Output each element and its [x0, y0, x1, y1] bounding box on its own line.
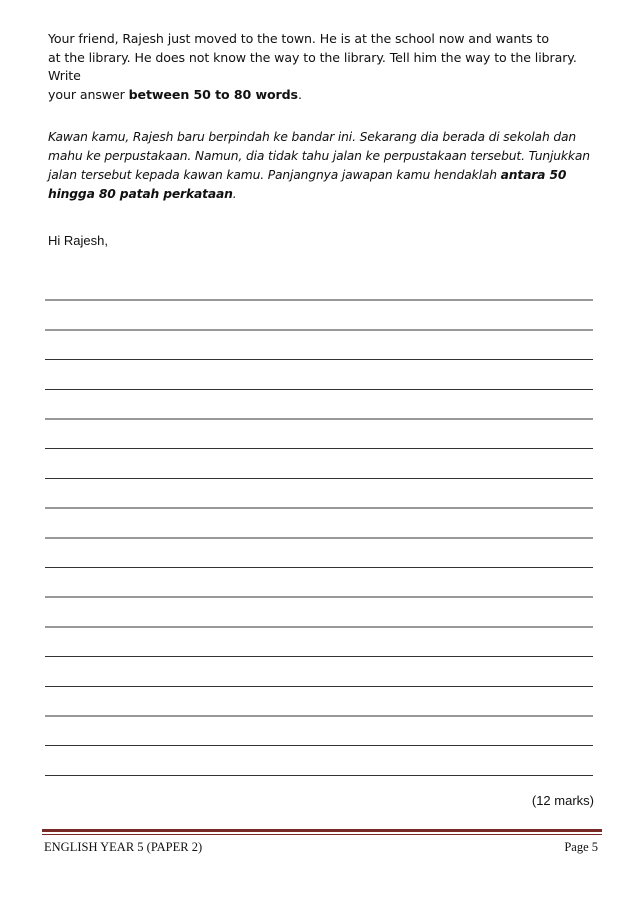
footer-page-number: Page 5 [564, 840, 598, 854]
word-limit-english: between 50 to 80 words [128, 86, 298, 102]
instructions-english-line-3-prefix: your answer [48, 86, 129, 102]
instructions-english-line-2: at the library. He does not know the way to the library. Tell him the way to the library. Write [48, 49, 577, 83]
footer-divider-thick [42, 829, 602, 832]
instructions-malay-line-4 [48, 185, 596, 204]
instructions-malay-line-2: mahu ke perpustakaan. Namun, dia tidak tahu jalan ke perpustakaan tersebut. Tunjukkan [48, 149, 590, 163]
answer-writing-lines[interactable] [45, 271, 593, 781]
instructions-english-line-3 [48, 86, 600, 105]
instructions-malay-line-1: Kawan kamu, Rajesh baru berpindah ke bandar ini. Sekarang dia berada di sekolah dan [48, 130, 577, 144]
instructions-english-line-1: Your friend, Rajesh just moved to the town. He is at the school now and wants to [48, 31, 549, 46]
footer-paper-title: ENGLISH YEAR 5 (PAPER 2) [44, 840, 203, 854]
instructions-malay-line-3 [48, 166, 596, 185]
word-limit-malay-part-2: hingga 80 patah perkataan [48, 187, 233, 201]
letter-greeting: Hi Rajesh, [48, 233, 108, 248]
instructions-malay [48, 128, 596, 204]
instructions-malay-line-3-prefix: jalan tersebut kepada kawan kamu. Panjangnya jawapan kamu hendaklah [48, 168, 501, 182]
instructions-english-line-3-suffix: . [297, 86, 302, 102]
instructions-malay-line-4-suffix: . [232, 187, 237, 201]
footer-divider-thin [42, 834, 602, 835]
instructions-english [48, 30, 600, 104]
word-limit-malay-part-1: antara 50 [500, 168, 567, 182]
marks-allocation: (12 marks) [531, 793, 594, 808]
